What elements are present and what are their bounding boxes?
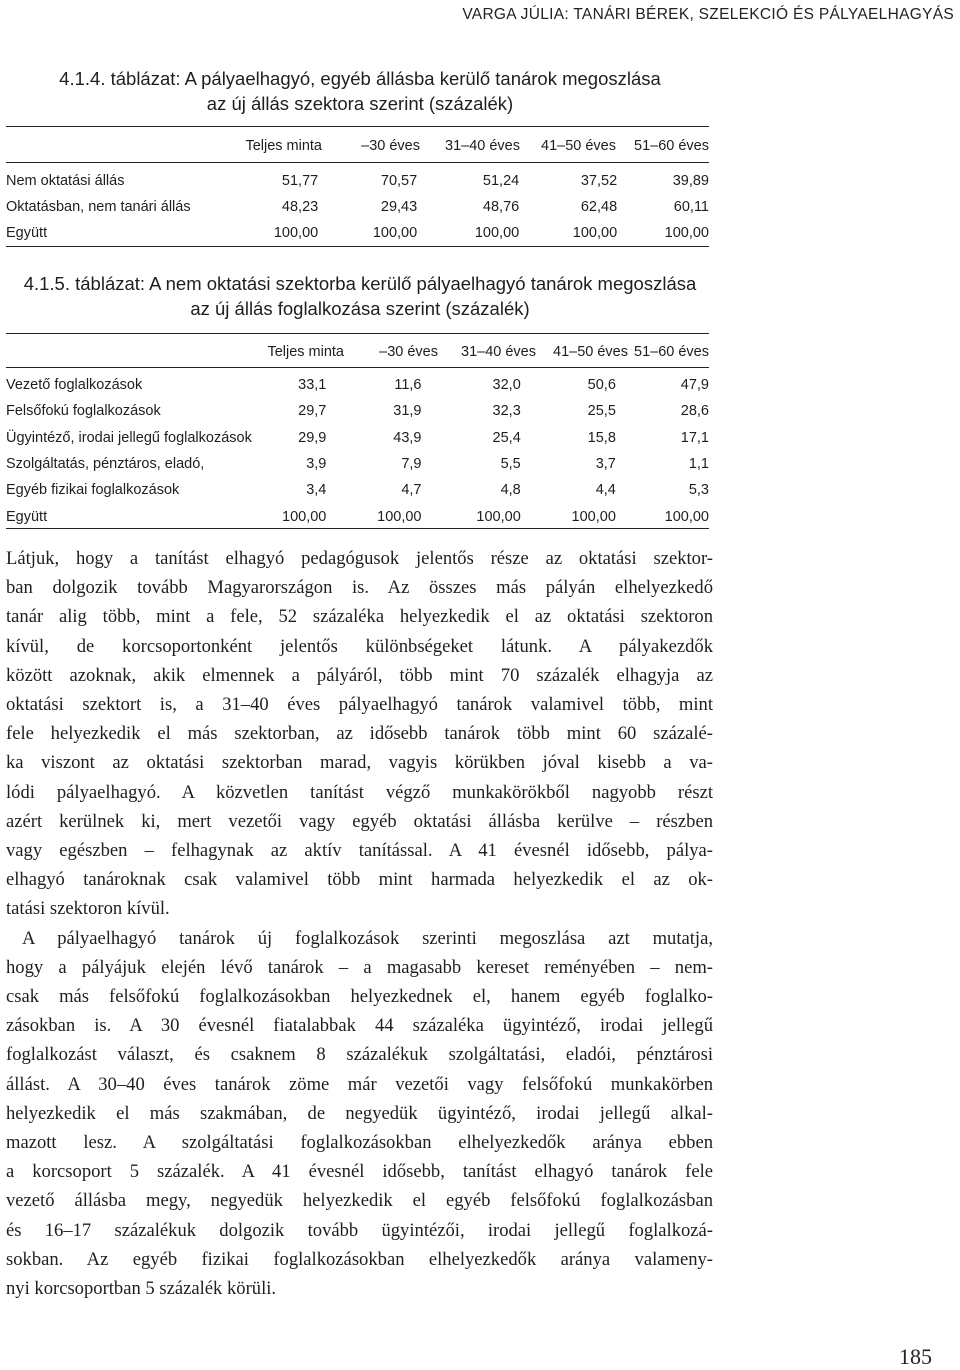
text-line: állást. A 30–40 éves tanárok zöme már vezetői vagy felsőfokú munkakörben <box>6 1073 713 1095</box>
text-line: sokban. Az egyéb fizikai foglalkozásokban elhelyezkedők aránya valameny- <box>6 1248 713 1270</box>
text-line: és 16–17 százalékuk dolgozik tovább ügyintézői, irodai jellegű foglalkozá- <box>6 1219 713 1241</box>
table-cell: 29,9 <box>298 429 327 446</box>
table-cell: 29,43 <box>380 199 418 215</box>
table1-caption <box>0 66 720 116</box>
text-line: nyi korcsoportban 5 százalék körüli. <box>6 1278 277 1300</box>
table-row <box>6 477 709 503</box>
table2-body <box>6 372 709 530</box>
table-row <box>6 168 709 194</box>
table-cell: 70,57 <box>380 173 418 189</box>
table2-caption <box>0 271 720 321</box>
table-cell: 17,1 <box>680 429 709 446</box>
table2-header-col: Teljes minta <box>267 344 344 360</box>
table2-header-col: 51–60 éves <box>634 344 709 360</box>
table-row <box>6 425 709 451</box>
table2-header-rule <box>6 367 709 368</box>
table-cell: 31,9 <box>393 403 422 420</box>
table-cell: 62,48 <box>580 199 618 215</box>
table-row <box>6 398 709 424</box>
table-cell: 3,7 <box>595 456 616 473</box>
table-cell: 25,5 <box>587 403 616 420</box>
text-line: foglalkozást választ, és csaknem 8 százalékuk szolgáltatási, eladói, pénztárosi <box>6 1044 713 1066</box>
row-label: Vezető foglalkozások <box>6 377 143 394</box>
table-row <box>6 503 709 529</box>
text-line: vezető állásba megy, negyedük helyezkedik el egyéb felsőfokú foglalkozásban <box>6 1190 713 1212</box>
table-cell: 47,9 <box>680 377 709 394</box>
row-label: Felsőfokú foglalkozások <box>6 403 161 420</box>
text-line: hogy a pályájuk elején lévő tanárok – a magasabb kereset reményében – nem- <box>6 956 713 978</box>
table-cell: 33,1 <box>298 377 327 394</box>
table-cell: 15,8 <box>587 429 616 446</box>
text-line: vagy egészben – felhagynak az aktív tanítással. A 41 évesnél idősebb, pálya- <box>6 840 713 862</box>
table1-header-row <box>6 134 709 158</box>
row-label: Együtt <box>6 508 48 525</box>
table1-top-rule <box>6 126 709 127</box>
table-cell: 51,77 <box>281 173 319 189</box>
table1-caption-line2: az új állás szektora szerint (százalék) <box>206 93 514 114</box>
table-cell: 50,6 <box>587 377 616 394</box>
table2-header-col: 31–40 éves <box>461 344 536 360</box>
text-line: A pályaelhagyó tanárok új foglalkozások szerinti megoszlása azt mutatja, <box>22 927 713 949</box>
row-label: Nem oktatási állás <box>6 173 125 189</box>
table-cell: 100,00 <box>664 508 709 525</box>
table-cell: 100,00 <box>282 508 327 525</box>
table-cell: 100,00 <box>476 508 521 525</box>
table-cell: 100,00 <box>474 225 520 241</box>
text-line: tanár alig több, mint a fele, 52 százaléka helyezkedik el az oktatási szektoron <box>6 606 713 628</box>
table1-header-col: 51–60 éves <box>634 138 709 154</box>
table-cell: 11,6 <box>394 377 422 394</box>
paragraph <box>6 544 713 924</box>
table-cell: 28,6 <box>680 403 709 420</box>
running-head: VARGA JÚLIA: TANÁRI BÉREK, SZELEKCIÓ ÉS PÁLYAELHAGYÁS <box>462 6 954 23</box>
text-line: zásokban is. A 30 évesnél fiatalabbak 44 százaléka ügyintéző, irodai jellegű <box>6 1015 713 1037</box>
table1-caption-line1: 4.1.4. táblázat: A pályaelhagyó, egyéb állásba kerülő tanárok megoszlása <box>59 68 661 89</box>
text-line: helyezkedik el más szakmában, de negyedük ügyintéző, irodai jellegű alkal- <box>6 1102 713 1124</box>
table-cell: 39,89 <box>672 173 709 189</box>
table-cell: 51,24 <box>482 173 520 189</box>
text-line: Látjuk, hogy a tanítást elhagyó pedagógusok jelentős része az oktatási szektor- <box>6 548 713 569</box>
table2-header-row <box>6 340 709 364</box>
table-cell: 4,7 <box>401 482 422 499</box>
table-cell: 4,4 <box>595 482 616 499</box>
table-cell: 48,76 <box>482 199 520 215</box>
table2-caption-line1: 4.1.5. táblázat: A nem oktatási szektorba kerülő pályaelhagyó tanárok megoszlása <box>23 273 697 294</box>
table-cell: 60,11 <box>673 199 709 215</box>
text-line: lódi pályaelhagyó. A közvetlen tanítást végző munkakörökből nagyobb részt <box>6 781 713 803</box>
page-number: 185 <box>899 1344 932 1369</box>
text-line: kívül, de korcsoportonként jelentős különbségeket látunk. A pályakezdők <box>6 635 713 657</box>
text-line: oktatási szektort is, a 31–40 éves pályaelhagyó tanárok valamivel több, mint <box>6 694 713 716</box>
table-cell: 3,9 <box>306 456 327 473</box>
table-row <box>6 372 709 398</box>
table-cell: 3,4 <box>306 482 327 499</box>
table-cell: 32,0 <box>492 377 521 394</box>
text-line: ka viszont az oktatási szektorban marad, vagyis körükben jóval kisebb a va- <box>6 752 713 774</box>
text-line: mazott lesz. A szolgáltatási foglalkozásokban elhelyezkedők aránya ebben <box>6 1132 713 1154</box>
text-line: azért kerülnek ki, mert vezetői vagy egyéb oktatási állásba kerülve – részben <box>6 810 713 832</box>
table1 <box>6 134 709 158</box>
text-line: elhagyó tanároknak csak valamivel több mint harmada helyezkedik el az ok- <box>6 869 713 891</box>
table2-bottom-rule <box>6 528 709 529</box>
table1-header-rule <box>6 162 709 163</box>
table-cell: 4,8 <box>500 482 521 499</box>
table2-top-rule <box>6 333 709 334</box>
table-cell: 100,00 <box>372 225 418 241</box>
row-label: Oktatásban, nem tanári állás <box>6 199 191 215</box>
table-cell: 25,4 <box>492 429 521 446</box>
row-label: Egyéb fizikai foglalkozások <box>6 482 180 499</box>
table-cell: 29,7 <box>298 403 327 420</box>
text-line: fele helyezkedik el más szektorban, az idősebb tanárok több mint 60 százalé- <box>6 723 713 745</box>
table1-header-empty <box>6 134 224 158</box>
table2-header-col: –30 éves <box>379 344 438 360</box>
paragraph <box>6 924 713 1304</box>
body-text <box>6 544 713 1303</box>
table-row <box>6 220 709 246</box>
table-cell: 100,00 <box>377 508 422 525</box>
table-cell: 100,00 <box>572 225 618 241</box>
table-cell: 48,23 <box>281 199 319 215</box>
text-line: a korcsoport 5 százalék. A 41 évesnél idősebb, tanítást elhagyó tanárok fele <box>6 1161 713 1183</box>
table-cell: 100,00 <box>571 508 616 525</box>
table-cell: 7,9 <box>401 456 422 473</box>
text-line: között azoknak, akik elmennek a pályáról, több mint 70 százalék elhagyja az <box>6 664 713 686</box>
table-cell: 37,52 <box>580 173 618 189</box>
table1-header-col: 41–50 éves <box>541 138 616 154</box>
table2-header <box>6 340 709 364</box>
table-cell: 100,00 <box>273 225 319 241</box>
text-line: ban dolgozik tovább Magyarországon is. Az összes más pályán elhelyezkedő <box>6 577 713 599</box>
table1-header-col: 31–40 éves <box>445 138 520 154</box>
table-row <box>6 194 709 220</box>
row-label: Ügyintéző, irodai jellegű foglalkozások <box>6 429 252 446</box>
table-cell: 32,3 <box>492 403 521 420</box>
table1-body <box>6 168 709 246</box>
text-line: tatási szektoron kívül. <box>6 898 170 920</box>
table-cell: 100,00 <box>664 225 709 241</box>
table1-header-col: Teljes minta <box>245 138 322 154</box>
table-row <box>6 451 709 477</box>
table-cell: 1,1 <box>688 456 709 473</box>
table2-header-col: 41–50 éves <box>553 344 628 360</box>
table2-header-empty <box>6 340 248 364</box>
text-line: csak más felsőfokú foglalkozásokban helyezkednek el, hanem egyéb foglalko- <box>6 986 713 1008</box>
table1-bottom-rule <box>6 246 709 247</box>
row-label: Együtt <box>6 225 48 241</box>
row-label: Szolgáltatás, pénztáros, eladó, <box>6 456 205 473</box>
table2-caption-line2: az új állás foglalkozása szerint (százalék) <box>190 298 530 319</box>
table-cell: 5,5 <box>500 456 521 473</box>
table-cell: 43,9 <box>393 429 422 446</box>
table1-header-col: –30 éves <box>361 138 420 154</box>
table-cell: 5,3 <box>688 482 709 499</box>
